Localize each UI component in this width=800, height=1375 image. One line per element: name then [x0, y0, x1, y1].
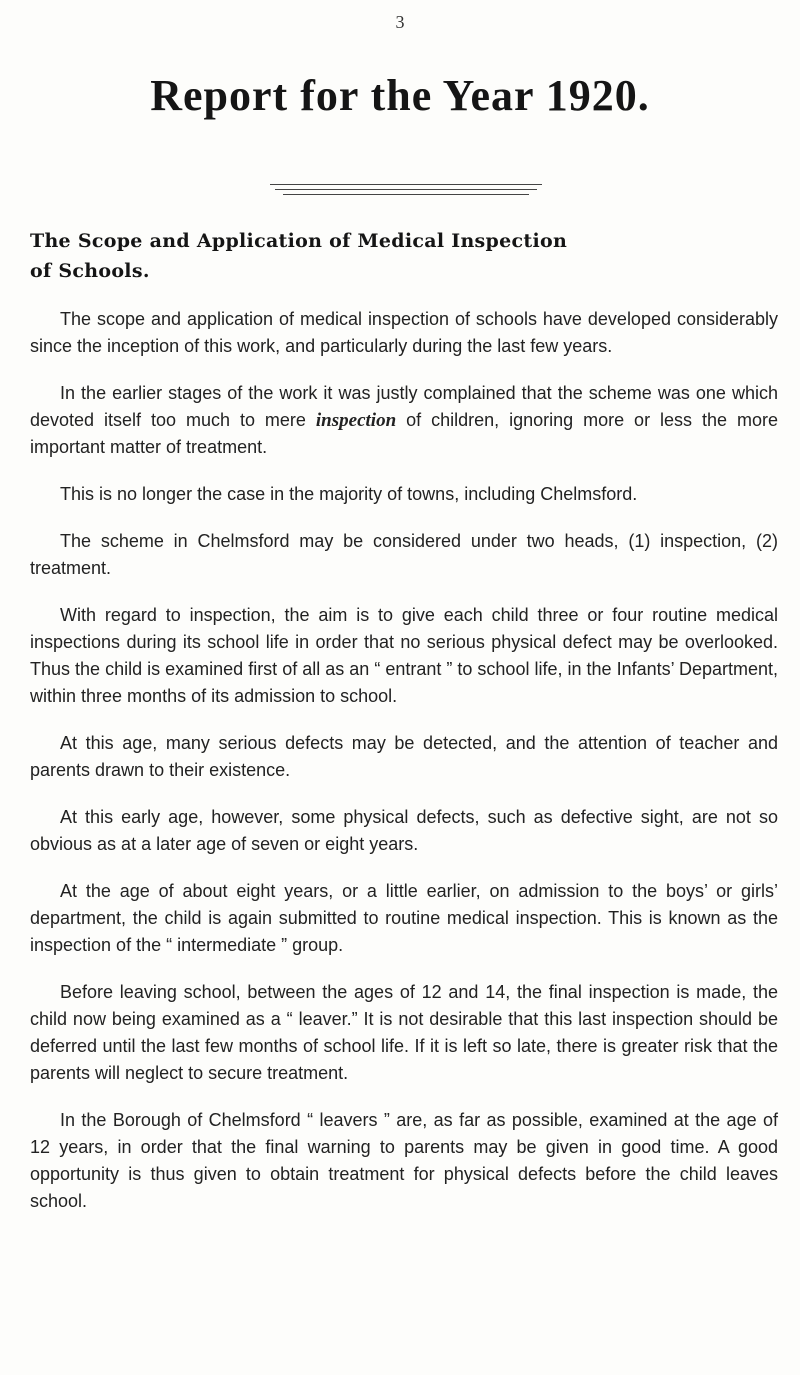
report-title: Report for the Year 1920. [150, 71, 650, 120]
paragraph-text: This is no longer the case in the majority of towns, including Chelmsford. [60, 484, 638, 504]
paragraph-text: At the age of about eight years, or a little earlier, on admission to the boys’ or girls’ department, the child is again submitted to routine medical inspection. This is known as the inspection of the “ intermediate ” group. [30, 881, 778, 955]
paragraph-text: In the Borough of Chelmsford “ leavers ” are, as far as possible, examined at the age of 12 years, in order that the final warning to parents may be given in good time. A good opportunity is thus given to obtain treatment for physical defects before the child leaves school. [30, 1110, 778, 1211]
paragraph [30, 602, 778, 710]
paragraph-text: of children, ignoring more or less the more important matter of treatment. [30, 410, 778, 457]
report-body [30, 306, 778, 1235]
paragraph-text: At this age, many serious defects may be detected, and the attention of teacher and parents drawn to their existence. [30, 733, 778, 780]
section-heading [30, 226, 790, 286]
paragraph-text: Before leaving school, between the ages of 12 and 14, the final inspection is made, the child now being examined as a “ leaver.” It is not desirable that this last inspection should be deferred until the last few months of school life. If it is left so late, there is greater risk that the parents will neglect to secure treatment. [30, 982, 778, 1083]
paragraph [30, 306, 778, 360]
title-rule [275, 189, 537, 190]
paragraph-text: At this early age, however, some physical defects, such as defective sight, are not so obvious as at a later age of seven or eight years. [30, 807, 778, 854]
emphasized-word: inspection [315, 410, 397, 431]
paragraph [30, 1107, 778, 1215]
page-number: 3 [395, 12, 405, 32]
title-rule [270, 184, 542, 185]
paragraph-text: The scope and application of medical inspection of schools have developed considerably since the inception of this work, and particularly during the last few years. [30, 309, 778, 356]
paragraph-text: In the earlier stages of the work it was justly complained that the scheme was one which devoted itself too much to mere [30, 383, 778, 430]
paragraph [30, 878, 778, 959]
title-rule [283, 194, 529, 195]
section-heading-line-1: The Scope and Application of Medical Inspection [30, 230, 568, 252]
paragraph [30, 730, 778, 784]
section-heading-line-2: of Schools. [30, 260, 150, 282]
paragraph [30, 804, 778, 858]
paragraph-text: With regard to inspection, the aim is to give each child three or four routine medical inspections during its school life in order that no serious physical defect may be overlooked. Thus the child is examined first of all as an “ entrant ” to school life, in the Infants’ Department, within three months of its admission to school. [30, 605, 778, 706]
paragraph [30, 481, 778, 508]
paragraph [30, 380, 778, 461]
paragraph [30, 528, 778, 582]
paragraph [30, 979, 778, 1087]
paragraph-text: The scheme in Chelmsford may be considered under two heads, (1) inspection, (2) treatment. [30, 531, 778, 578]
